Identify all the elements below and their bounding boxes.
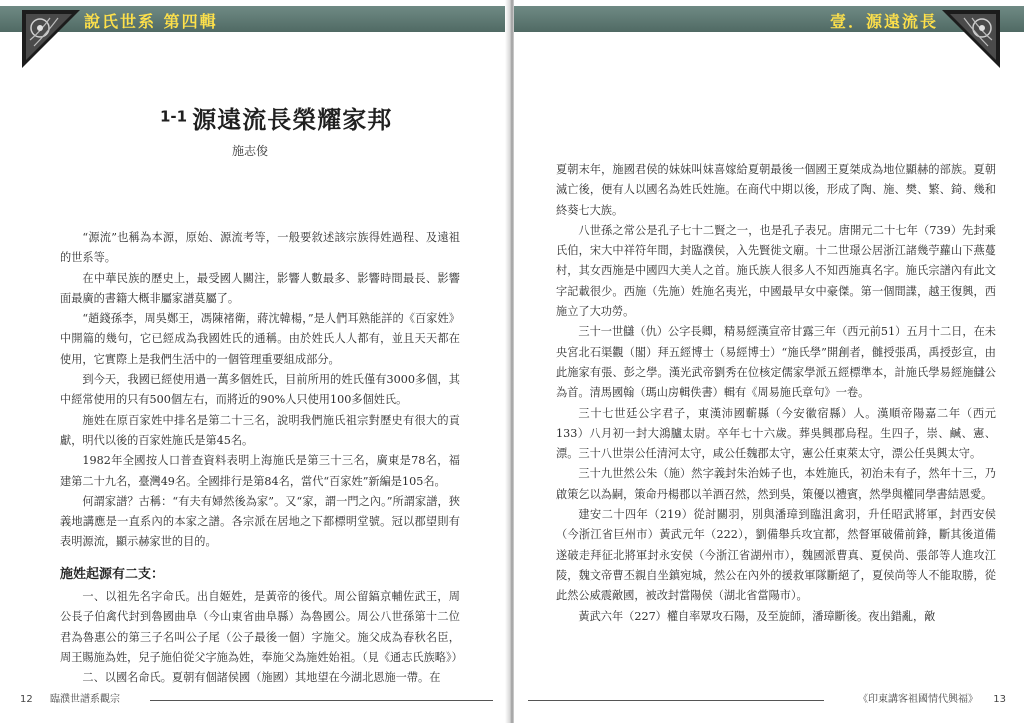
page-number: 12 — [20, 694, 33, 705]
right-page — [514, 0, 1024, 723]
paragraph: 黃武六年（227）權自率眾攻石陽，及至旋師，潘璋斷後。夜出錯亂，敵 — [578, 609, 936, 623]
paragraph: 夏朝末年，施國君侯的妹妹叫妺喜嫁給夏朝最後一個國王夏桀成為地位顯赫的部族。夏朝滅亡後，便有人以國名為姓氏姓施。在商代中期以後，形成了陶、施、樊、繁、錡、幾和終葵七大族。 — [556, 163, 996, 217]
paragraph: 在中華民族的歷史上，最受國人關注，影響人數最多、影響時間最長、影響面最廣的書籍大概非屬家譜莫屬了。 — [60, 271, 460, 305]
floral-ornament-icon — [942, 10, 1000, 68]
paragraph: 施姓在原百家姓中排名是第二十三名，說明我們施氏祖宗對歷史有很大的貢獻，明代以後的百家姓施氏是第45名。 — [60, 413, 460, 447]
paragraph: 八世孫之常公是孔子七十二賢之一，也是孔子表兄。唐開元二十七年（739）先封乘氏伯，宋大中祥符年間，封臨濮侯，入先賢徙文廟。十二世璟公居浙江諸幾苧蘿山下燕蔓村，其女西施是中國四大美人之首。施氏族人很多人不知西施真名字。施氏宗譜內有此文字記載很少。西施（先施）姓施名夷光，中國最早女中豪傑。第一個間諜，越王復興，西施立了大功勞。 — [556, 223, 996, 319]
paragraph: 建安二十四年（219）從討關羽，別與潘璋到臨沮禽羽，升任昭武將軍，封西安侯（今浙江省巨州市）黃武元年（222），劉備舉兵攻宜都，然督軍破備前鋒，斷其後道備遂破走拜征北將軍封永安侯（今浙江省湖州市），魏國派曹真、夏侯尚、張郃等人進攻江陵，魏文帝曹丕親自坐鎮宛城，然公在內外的援救軍隊斷絕了，夏侯尚等人不能取勝，從此然公威震敵國，被改封當陽侯（湖北省當陽市）。 — [556, 508, 996, 603]
paragraph: 三十一世讎（仇）公字長卿，精易經漢宣帝甘露三年（西元前51）五月十二日，在未央宮北石渠觀（閣）拜五經博士（易經博士）“施氏學”開創者，雠授張禹，禹授彭宣，由此施家有張、彭之學。漢光武帝劉秀在位核定儒家學派五經標準本，計施氏學易經施讎公為首。清馬國翰（瑪山房輯佚書）輯有《周易施氏章句》一卷。 — [556, 325, 996, 400]
paragraph: 三十七世廷公字君子，東漢沛國蘄縣（今安徽宿縣）人。漢順帝陽嘉二年（西元133）八月初一封大鴻臚太尉。卒年七十六歲。葬吳興郡烏程。生四子，崇、鹹、憲、漂。三十八世崇公任清河太守，咸公任魏郡太守，憲公任東萊太守，漂公任吳興太守。 — [556, 406, 996, 461]
left-body-text — [60, 228, 463, 689]
paragraph: 二、以國名命氏。夏朝有個諸侯國（施國）其地望在今湖北恩施一帶。在 — [82, 671, 441, 685]
footer-caption: 《印東講客祖國情代興福》 — [858, 694, 978, 705]
left-page — [0, 0, 509, 723]
right-body-text — [556, 160, 996, 627]
page-number: 13 — [993, 694, 1006, 705]
right-header-title: 壹．源遠流長 — [829, 12, 938, 31]
paragraph: 1982年全國按人口普查資料表明上海施氏是第三十三名，廣東是78名，福建第二十九名，臺灣49名。全國排行是第84名，當代“百家姓”新編是105名。 — [60, 454, 460, 488]
paragraph: 一、以祖先名字命氏。出自姬姓，是黃帝的後代。周公留鎬京輔佐武王，周公長子伯禽代封到魯國曲阜（今山東省曲阜縣）為魯國公。周公八世孫第十二位君為魯惠公的第三子名叫公子尾（公子最後一個）字施父。施父成為春秋名臣，周王賜施為姓，兒子施伯從父字施為姓，奉施父為施姓始祖。（見《通志氏族略》） — [60, 590, 463, 664]
left-header-title: 說氏世系 第四輯 — [84, 12, 218, 31]
paragraph: 何謂家譜？古稱：“有夫有婦然後為家”。又“家，謂一門之內。”所謂家譜，狹義地講應是一直系內的本家之譜。各宗派在居地之下都標明堂號。冠以郡望則有表明源流，顯示赫家世的目的。 — [60, 494, 460, 549]
author-name: 施志俊 — [232, 144, 269, 158]
floral-ornament-icon — [22, 10, 80, 68]
paragraph: “趙錢孫李，周吳鄭王，馮陳褚衛，蔣沈韓楊，”是人們耳熟能詳的《百家姓》中開篇的幾句，它已經成為我國姓氏的通稱。由於姓氏人人都有，並且天天都在使用，它實際上是我們生活中的一個管理重要組成部分。 — [60, 312, 460, 366]
chapter-title: 源遠流長榮耀家邦 — [192, 106, 393, 134]
chapter-heading — [160, 100, 392, 135]
chapter-number: 1-1 — [160, 107, 188, 126]
footer-rule — [150, 700, 493, 701]
paragraph: “源流”也稱為本源，原始、源流考等，一般要敘述該宗族得姓過程、及遠祖的世系等。 — [60, 231, 460, 265]
section-heading: 施姓起源有二支： — [60, 566, 165, 582]
footer-rule — [528, 700, 824, 701]
paragraph: 三十九世然公朱（施）然字義封朱治姊子也，本姓施氏，初治未有子，然年十三，乃啟策乞以為嗣，策命丹楊郡以羊酒召然，然到吳，策優以禮賓，然學與權同學書結恩愛。 — [556, 467, 996, 501]
paragraph: 到今天，我國已經使用過一萬多個姓氏，目前所用的姓氏僅有3000多個，其中經常使用的只有500個左右，而將近的90%人只使用100多個姓氏。 — [60, 373, 460, 407]
footer-caption: 臨濮世譜系觀宗 — [50, 694, 120, 705]
